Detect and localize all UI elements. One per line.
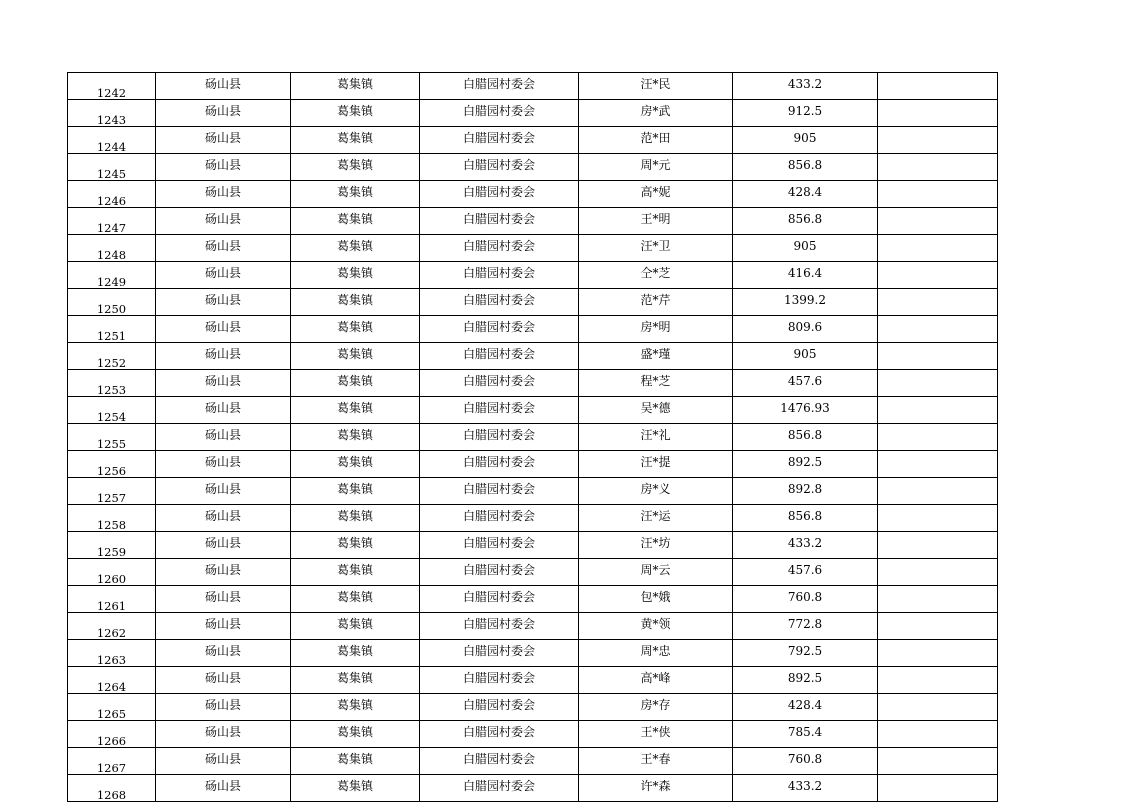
row-number-cell: 1266	[68, 721, 156, 748]
row-number-cell: 1262	[68, 613, 156, 640]
remark-cell	[878, 235, 998, 262]
village-committee-cell: 白腊园村委会	[420, 586, 579, 613]
person-name-cell: 房*武	[579, 100, 733, 127]
row-number-cell: 1255	[68, 424, 156, 451]
table-row	[68, 370, 998, 397]
row-number-cell: 1259	[68, 532, 156, 559]
amount-cell: 905	[733, 127, 878, 154]
county-cell: 砀山县	[156, 397, 291, 424]
person-name-cell: 许*森	[579, 775, 733, 802]
amount-cell: 760.8	[733, 586, 878, 613]
town-cell: 葛集镇	[291, 613, 420, 640]
county-cell: 砀山县	[156, 586, 291, 613]
row-number-cell: 1260	[68, 559, 156, 586]
remark-cell	[878, 127, 998, 154]
town-cell: 葛集镇	[291, 316, 420, 343]
remark-cell	[878, 748, 998, 775]
person-name-cell: 仝*芝	[579, 262, 733, 289]
person-name-cell: 汪*卫	[579, 235, 733, 262]
amount-cell: 856.8	[733, 505, 878, 532]
amount-cell: 809.6	[733, 316, 878, 343]
row-number-cell: 1268	[68, 775, 156, 802]
row-number-cell: 1258	[68, 505, 156, 532]
remark-cell	[878, 505, 998, 532]
table-row	[68, 262, 998, 289]
remark-cell	[878, 262, 998, 289]
amount-cell: 772.8	[733, 613, 878, 640]
town-cell: 葛集镇	[291, 559, 420, 586]
amount-cell: 428.4	[733, 694, 878, 721]
remark-cell	[878, 100, 998, 127]
table-body	[68, 73, 998, 802]
village-committee-cell: 白腊园村委会	[420, 505, 579, 532]
remark-cell	[878, 694, 998, 721]
table-row	[68, 640, 998, 667]
table-row	[68, 235, 998, 262]
village-committee-cell: 白腊园村委会	[420, 478, 579, 505]
amount-cell: 892.5	[733, 451, 878, 478]
person-name-cell: 程*芝	[579, 370, 733, 397]
village-committee-cell: 白腊园村委会	[420, 154, 579, 181]
remark-cell	[878, 667, 998, 694]
person-name-cell: 王*春	[579, 748, 733, 775]
county-cell: 砀山县	[156, 640, 291, 667]
town-cell: 葛集镇	[291, 532, 420, 559]
amount-cell: 905	[733, 343, 878, 370]
row-number-cell: 1251	[68, 316, 156, 343]
table-row	[68, 613, 998, 640]
village-committee-cell: 白腊园村委会	[420, 100, 579, 127]
town-cell: 葛集镇	[291, 154, 420, 181]
amount-cell: 912.5	[733, 100, 878, 127]
town-cell: 葛集镇	[291, 208, 420, 235]
remark-cell	[878, 451, 998, 478]
town-cell: 葛集镇	[291, 424, 420, 451]
row-number-cell: 1256	[68, 451, 156, 478]
person-name-cell: 周*忠	[579, 640, 733, 667]
remark-cell	[878, 478, 998, 505]
person-name-cell: 汪*坊	[579, 532, 733, 559]
amount-cell: 892.8	[733, 478, 878, 505]
county-cell: 砀山县	[156, 208, 291, 235]
person-name-cell: 范*芹	[579, 289, 733, 316]
remark-cell	[878, 343, 998, 370]
row-number-cell: 1245	[68, 154, 156, 181]
county-cell: 砀山县	[156, 424, 291, 451]
row-number-cell: 1263	[68, 640, 156, 667]
village-committee-cell: 白腊园村委会	[420, 559, 579, 586]
county-cell: 砀山县	[156, 451, 291, 478]
table-row	[68, 100, 998, 127]
person-name-cell: 王*明	[579, 208, 733, 235]
village-committee-cell: 白腊园村委会	[420, 208, 579, 235]
town-cell: 葛集镇	[291, 640, 420, 667]
row-number-cell: 1249	[68, 262, 156, 289]
table-row	[68, 181, 998, 208]
person-name-cell: 黄*领	[579, 613, 733, 640]
county-cell: 砀山县	[156, 127, 291, 154]
town-cell: 葛集镇	[291, 289, 420, 316]
county-cell: 砀山县	[156, 343, 291, 370]
village-committee-cell: 白腊园村委会	[420, 262, 579, 289]
amount-cell: 905	[733, 235, 878, 262]
row-number-cell: 1252	[68, 343, 156, 370]
town-cell: 葛集镇	[291, 694, 420, 721]
village-committee-cell: 白腊园村委会	[420, 532, 579, 559]
town-cell: 葛集镇	[291, 505, 420, 532]
village-committee-cell: 白腊园村委会	[420, 397, 579, 424]
county-cell: 砀山县	[156, 235, 291, 262]
table-row	[68, 667, 998, 694]
village-committee-cell: 白腊园村委会	[420, 775, 579, 802]
amount-cell: 856.8	[733, 424, 878, 451]
county-cell: 砀山县	[156, 559, 291, 586]
row-number-cell: 1265	[68, 694, 156, 721]
county-cell: 砀山县	[156, 316, 291, 343]
county-cell: 砀山县	[156, 370, 291, 397]
county-cell: 砀山县	[156, 613, 291, 640]
county-cell: 砀山县	[156, 721, 291, 748]
person-name-cell: 汪*礼	[579, 424, 733, 451]
remark-cell	[878, 532, 998, 559]
amount-cell: 433.2	[733, 73, 878, 100]
row-number-cell: 1253	[68, 370, 156, 397]
table-row	[68, 424, 998, 451]
person-name-cell: 王*侠	[579, 721, 733, 748]
town-cell: 葛集镇	[291, 451, 420, 478]
county-cell: 砀山县	[156, 694, 291, 721]
subsidy-table	[67, 72, 998, 802]
row-number-cell: 1254	[68, 397, 156, 424]
amount-cell: 1476.93	[733, 397, 878, 424]
table-row	[68, 532, 998, 559]
village-committee-cell: 白腊园村委会	[420, 721, 579, 748]
village-committee-cell: 白腊园村委会	[420, 316, 579, 343]
row-number-cell: 1246	[68, 181, 156, 208]
county-cell: 砀山县	[156, 73, 291, 100]
county-cell: 砀山县	[156, 667, 291, 694]
remark-cell	[878, 424, 998, 451]
table-row	[68, 721, 998, 748]
amount-cell: 785.4	[733, 721, 878, 748]
table-row	[68, 478, 998, 505]
person-name-cell: 包*娥	[579, 586, 733, 613]
town-cell: 葛集镇	[291, 775, 420, 802]
table-row	[68, 451, 998, 478]
person-name-cell: 高*妮	[579, 181, 733, 208]
county-cell: 砀山县	[156, 262, 291, 289]
remark-cell	[878, 640, 998, 667]
table-row	[68, 127, 998, 154]
table-row	[68, 208, 998, 235]
amount-cell: 433.2	[733, 532, 878, 559]
county-cell: 砀山县	[156, 505, 291, 532]
town-cell: 葛集镇	[291, 73, 420, 100]
table-row	[68, 505, 998, 532]
table-row	[68, 316, 998, 343]
village-committee-cell: 白腊园村委会	[420, 613, 579, 640]
town-cell: 葛集镇	[291, 748, 420, 775]
county-cell: 砀山县	[156, 154, 291, 181]
remark-cell	[878, 208, 998, 235]
amount-cell: 760.8	[733, 748, 878, 775]
village-committee-cell: 白腊园村委会	[420, 370, 579, 397]
amount-cell: 792.5	[733, 640, 878, 667]
row-number-cell: 1248	[68, 235, 156, 262]
person-name-cell: 周*元	[579, 154, 733, 181]
town-cell: 葛集镇	[291, 586, 420, 613]
village-committee-cell: 白腊园村委会	[420, 127, 579, 154]
remark-cell	[878, 370, 998, 397]
town-cell: 葛集镇	[291, 721, 420, 748]
amount-cell: 1399.2	[733, 289, 878, 316]
person-name-cell: 盛*瑾	[579, 343, 733, 370]
town-cell: 葛集镇	[291, 127, 420, 154]
person-name-cell: 周*云	[579, 559, 733, 586]
village-committee-cell: 白腊园村委会	[420, 424, 579, 451]
person-name-cell: 房*存	[579, 694, 733, 721]
table-row	[68, 559, 998, 586]
county-cell: 砀山县	[156, 100, 291, 127]
table-row	[68, 586, 998, 613]
person-name-cell: 高*峰	[579, 667, 733, 694]
table-row	[68, 289, 998, 316]
table-row	[68, 73, 998, 100]
town-cell: 葛集镇	[291, 478, 420, 505]
row-number-cell: 1264	[68, 667, 156, 694]
table-row	[68, 694, 998, 721]
person-name-cell: 汪*民	[579, 73, 733, 100]
remark-cell	[878, 73, 998, 100]
county-cell: 砀山县	[156, 775, 291, 802]
amount-cell: 428.4	[733, 181, 878, 208]
table-row	[68, 748, 998, 775]
row-number-cell: 1244	[68, 127, 156, 154]
village-committee-cell: 白腊园村委会	[420, 181, 579, 208]
village-committee-cell: 白腊园村委会	[420, 343, 579, 370]
person-name-cell: 范*田	[579, 127, 733, 154]
remark-cell	[878, 154, 998, 181]
amount-cell: 856.8	[733, 154, 878, 181]
town-cell: 葛集镇	[291, 235, 420, 262]
row-number-cell: 1242	[68, 73, 156, 100]
village-committee-cell: 白腊园村委会	[420, 289, 579, 316]
row-number-cell: 1257	[68, 478, 156, 505]
remark-cell	[878, 613, 998, 640]
county-cell: 砀山县	[156, 532, 291, 559]
town-cell: 葛集镇	[291, 100, 420, 127]
table-row	[68, 154, 998, 181]
person-name-cell: 房*义	[579, 478, 733, 505]
county-cell: 砀山县	[156, 181, 291, 208]
county-cell: 砀山县	[156, 748, 291, 775]
person-name-cell: 吴*德	[579, 397, 733, 424]
remark-cell	[878, 559, 998, 586]
amount-cell: 892.5	[733, 667, 878, 694]
person-name-cell: 房*明	[579, 316, 733, 343]
remark-cell	[878, 181, 998, 208]
town-cell: 葛集镇	[291, 343, 420, 370]
remark-cell	[878, 721, 998, 748]
amount-cell: 433.2	[733, 775, 878, 802]
county-cell: 砀山县	[156, 478, 291, 505]
amount-cell: 457.6	[733, 370, 878, 397]
amount-cell: 416.4	[733, 262, 878, 289]
village-committee-cell: 白腊园村委会	[420, 451, 579, 478]
amount-cell: 856.8	[733, 208, 878, 235]
table-row	[68, 775, 998, 802]
row-number-cell: 1261	[68, 586, 156, 613]
table-row	[68, 397, 998, 424]
row-number-cell: 1267	[68, 748, 156, 775]
person-name-cell: 汪*运	[579, 505, 733, 532]
village-committee-cell: 白腊园村委会	[420, 73, 579, 100]
table-row	[68, 343, 998, 370]
remark-cell	[878, 316, 998, 343]
village-committee-cell: 白腊园村委会	[420, 235, 579, 262]
village-committee-cell: 白腊园村委会	[420, 748, 579, 775]
remark-cell	[878, 586, 998, 613]
town-cell: 葛集镇	[291, 667, 420, 694]
village-committee-cell: 白腊园村委会	[420, 667, 579, 694]
town-cell: 葛集镇	[291, 181, 420, 208]
village-committee-cell: 白腊园村委会	[420, 640, 579, 667]
row-number-cell: 1250	[68, 289, 156, 316]
row-number-cell: 1243	[68, 100, 156, 127]
town-cell: 葛集镇	[291, 370, 420, 397]
village-committee-cell: 白腊园村委会	[420, 694, 579, 721]
remark-cell	[878, 289, 998, 316]
remark-cell	[878, 775, 998, 802]
person-name-cell: 汪*提	[579, 451, 733, 478]
town-cell: 葛集镇	[291, 262, 420, 289]
row-number-cell: 1247	[68, 208, 156, 235]
remark-cell	[878, 397, 998, 424]
town-cell: 葛集镇	[291, 397, 420, 424]
amount-cell: 457.6	[733, 559, 878, 586]
county-cell: 砀山县	[156, 289, 291, 316]
